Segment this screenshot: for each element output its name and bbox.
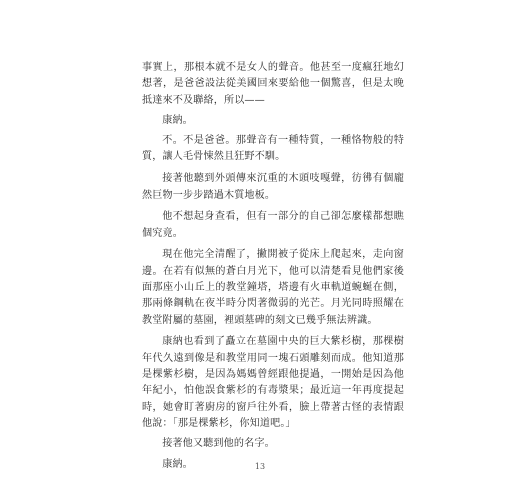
body-text: [142, 60, 404, 473]
paragraph-5: 他不想起身查看，但有一部分的自己卻怎麼樣都想瞧個究竟。: [142, 211, 404, 239]
paragraph-6: 現在他完全清醒了，撇開被子從床上爬起來，走向窗邊。在若有似無的蒼白月光下，他可以清楚看見他們家後面那座小山丘上的教堂鐘塔，塔邊有火車軌道蜿蜒在側，那兩條鋼軌在夜半時分閃著微弱的光芒。月光同時照耀在教堂附屬的墓園，裡頭墓碑的刻文已幾乎無法辨識。: [142, 249, 404, 326]
paragraph-9: 康納。: [162, 458, 193, 470]
paragraph-3: 不。不是爸爸。那聲音有一種特質，一種恪物般的特質，讓人毛骨悚然且狂野不馴。: [142, 135, 404, 163]
page-number: 13: [254, 462, 266, 471]
paragraph-4: 接著他聽到外頭傳來沉重的木頭吱嘎聲，彷彿有個龐然巨物一步步踏過木質地板。: [142, 173, 404, 201]
paragraph-2: 康納。: [162, 114, 193, 126]
paragraph-1: 事實上，那根本就不是女人的聲音。他甚至一度瘋狂地幻想著，是爸爸設法從美國回來要給他一個驚喜，但是太晚抵達來不及聯絡，所以——: [142, 62, 404, 106]
paragraph-8: 接著他又聽到他的名字。: [162, 438, 275, 450]
paragraph-7: 康納也看到了矗立在墓園中央的巨大紫杉樹，那棵樹年代久遠到像是和教堂用同一塊石頭雕刻而成。他知道那是棵紫杉樹，是因為媽媽曾經跟他提過，一開始是因為他年紀小，怕他誤食紫杉的有毒漿果；最近這一年再度提起時，她會盯著廚房的窗戶往外看，臉上帶著古怪的表情跟他說：「那是棵紫杉，你知道吧。」: [142, 336, 404, 429]
